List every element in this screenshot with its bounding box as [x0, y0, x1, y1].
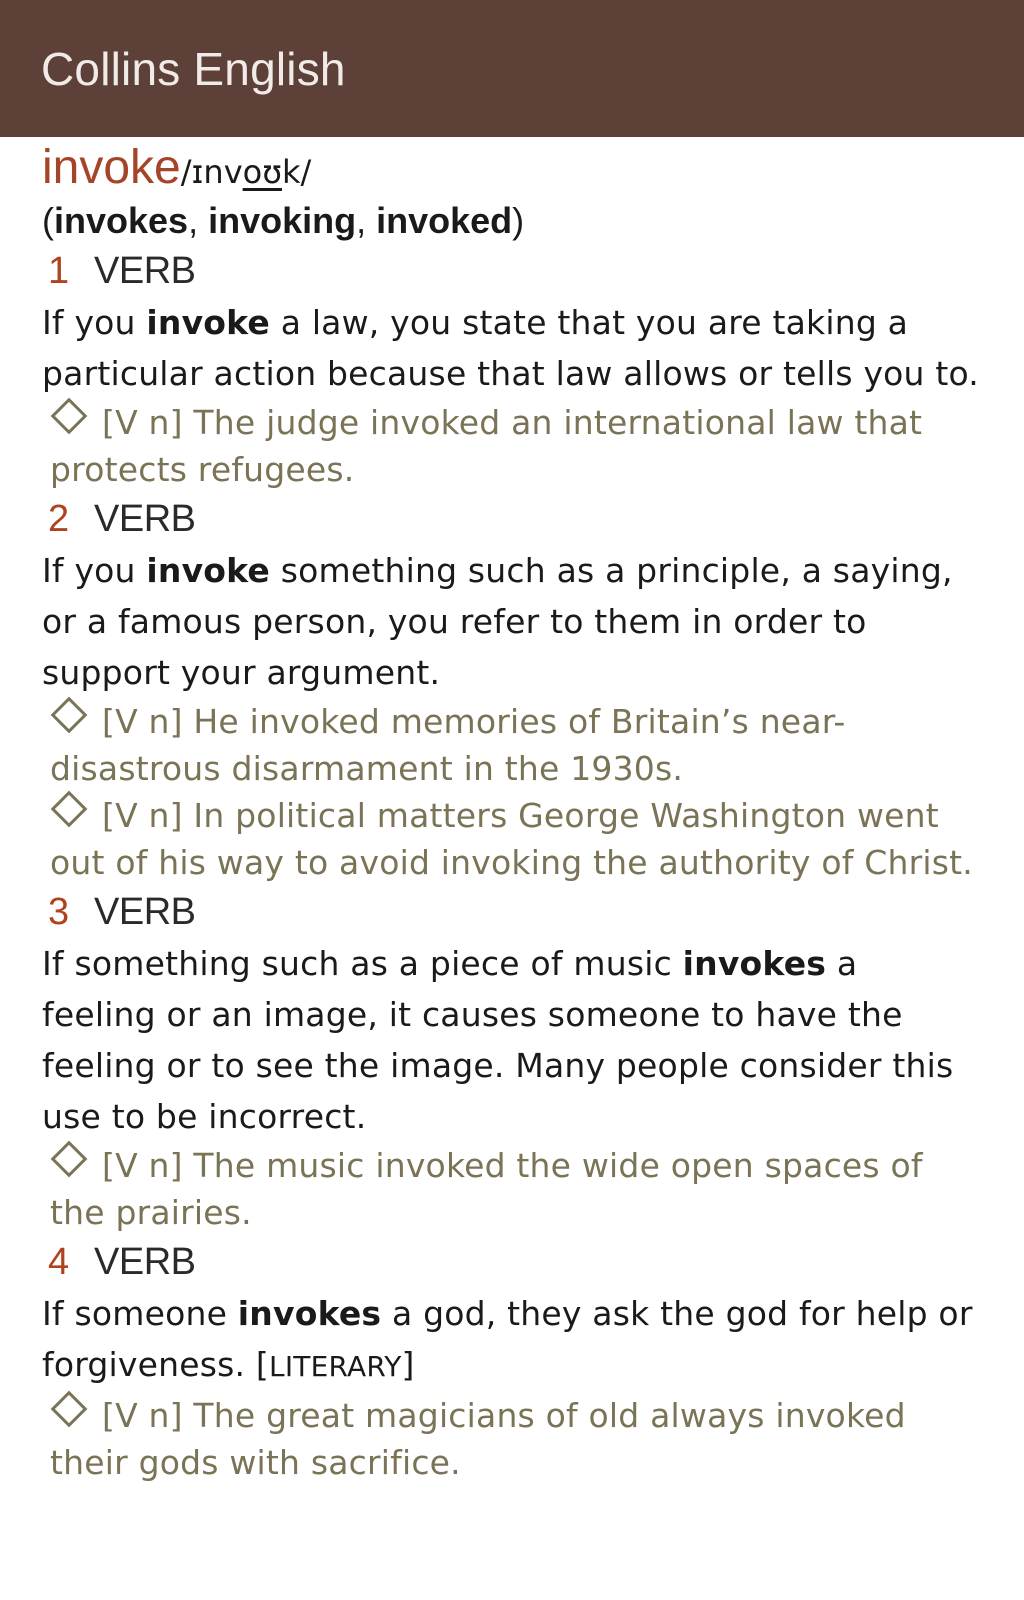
sense-number: 4	[48, 1241, 70, 1283]
definition-text: a god, they ask the god for help or forgiveness. [	[42, 1294, 973, 1384]
sense-heading	[42, 245, 980, 297]
definition-keyword: invoke	[146, 551, 271, 590]
diamond-outline-icon	[51, 1141, 88, 1178]
example-text: [V n] In political matters George Washington went out of his way to avoid invoking the authority of Christ.	[50, 796, 973, 882]
forms-separator: ,	[188, 200, 209, 241]
app-title: Collins English	[41, 42, 346, 95]
example	[42, 399, 980, 493]
part-of-speech: VERB	[94, 498, 196, 540]
form-invokes: invokes	[54, 200, 189, 241]
sense-number: 2	[48, 498, 70, 540]
definition-text: a law, you state that you are taking a particular action because that law allows or tells you to.	[42, 303, 980, 393]
headword: invoke	[42, 141, 181, 194]
pron-part-1: /ɪnv	[180, 153, 243, 191]
form-invoking: invoking	[208, 200, 357, 241]
definition-keyword: invoke	[146, 303, 271, 342]
register-label: LITERARY	[269, 1350, 402, 1383]
sense-heading	[42, 1236, 980, 1288]
pron-part-3: k/	[281, 153, 312, 191]
diamond-outline-icon	[51, 398, 88, 435]
definition	[42, 545, 980, 698]
part-of-speech: VERB	[94, 891, 196, 933]
sense-number: 3	[48, 891, 70, 933]
definition-keyword: invokes	[682, 944, 827, 983]
example-text: [V n] The great magicians of old always invoked their gods with sacrifice.	[50, 1396, 906, 1482]
dictionary-entry	[0, 140, 1024, 1486]
example-text: [V n] The judge invoked an international law that protects refugees.	[50, 403, 923, 489]
forms-close: )	[512, 200, 525, 241]
example	[42, 698, 980, 792]
inflected-forms	[42, 197, 980, 245]
diamond-outline-icon	[51, 697, 88, 734]
definition	[42, 938, 980, 1142]
sense-3	[42, 886, 980, 1236]
definition-text: If you	[42, 303, 147, 342]
sense-2	[42, 493, 980, 886]
example	[42, 1392, 980, 1486]
example	[42, 1142, 980, 1236]
definition	[42, 297, 980, 399]
forms-separator: ,	[356, 200, 377, 241]
forms-open: (	[42, 200, 54, 241]
definition-text: ]	[401, 1345, 415, 1384]
sense-heading	[42, 886, 980, 938]
part-of-speech: VERB	[94, 250, 196, 292]
example	[42, 792, 980, 886]
definition-text: If you	[42, 551, 147, 590]
sense-1	[42, 245, 980, 493]
sense-number: 1	[48, 250, 70, 292]
definition	[42, 1288, 980, 1392]
form-invoked: invoked	[376, 200, 513, 241]
sense-4	[42, 1236, 980, 1486]
pronunciation[interactable]	[181, 153, 312, 191]
definition-text: If something such as a piece of music	[42, 944, 683, 983]
definition-text: something such as a principle, a saying, or a famous person, you refer to them in order to support your argument.	[42, 551, 953, 692]
example-text: [V n] He invoked memories of Britain’s near-disastrous disarmament in the 1930s.	[50, 702, 846, 788]
headword-line	[42, 140, 980, 196]
pron-part-2: oʊ	[242, 153, 282, 191]
example-text: [V n] The music invoked the wide open spaces of the prairies.	[50, 1146, 923, 1232]
diamond-outline-icon	[51, 791, 88, 828]
definition-keyword: invokes	[237, 1294, 382, 1333]
definition-text: a feeling or an image, it causes someone to have the feeling or to see the image. Many people consider this use to be incorrect.	[42, 944, 954, 1136]
part-of-speech: VERB	[94, 1241, 196, 1283]
diamond-outline-icon	[51, 1391, 88, 1428]
sense-heading	[42, 493, 980, 545]
app-bar	[0, 0, 1024, 137]
definition-text: If someone	[42, 1294, 238, 1333]
